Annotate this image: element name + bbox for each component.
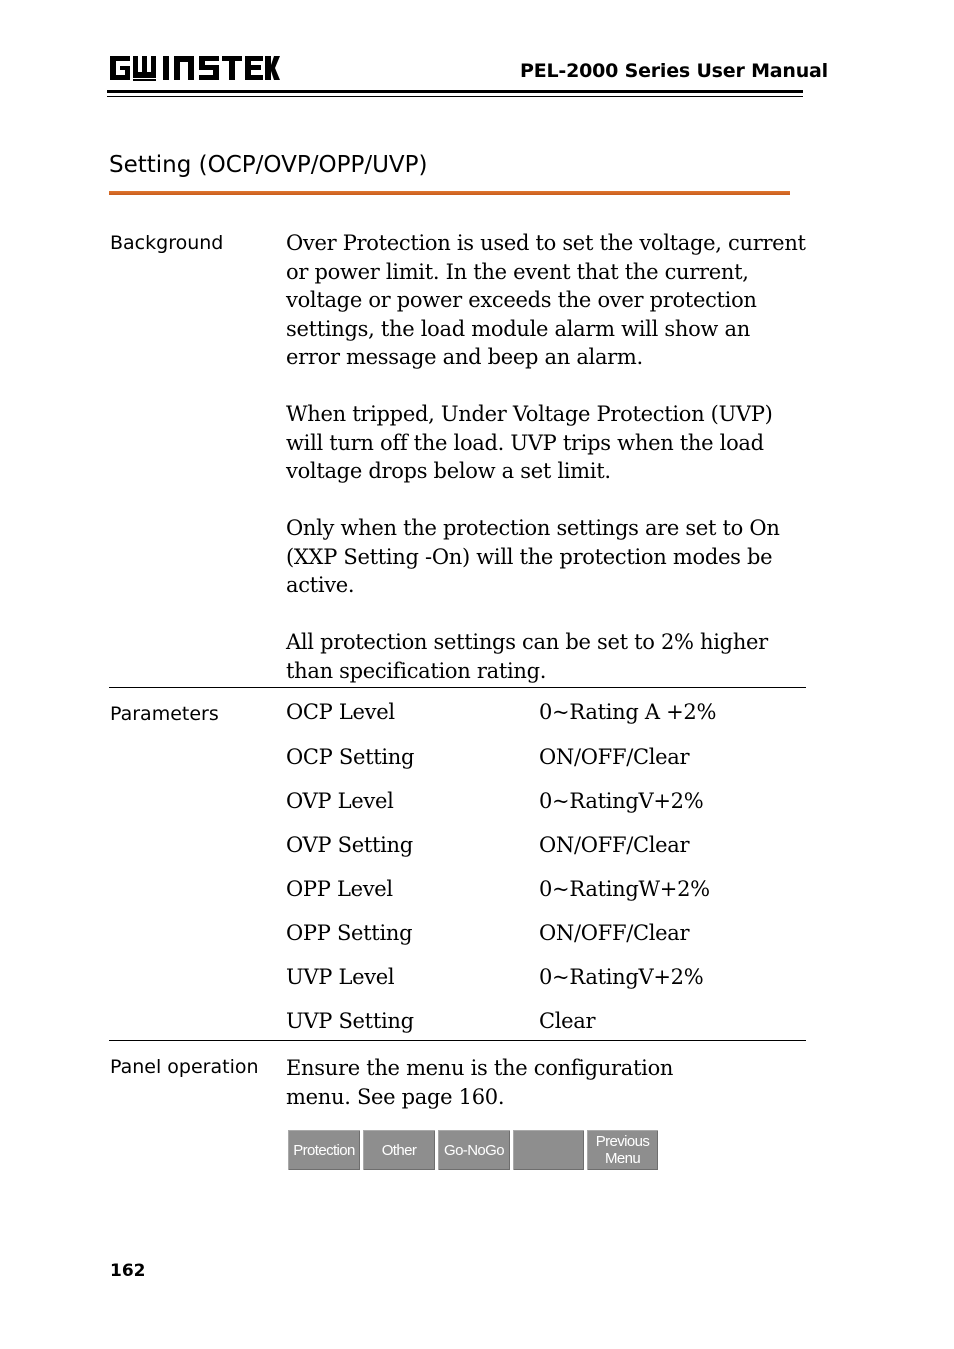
param-value: 0~Rating A +2%: [539, 700, 717, 724]
softkey-previous-menu[interactable]: Previous Menu: [587, 1130, 658, 1170]
param-row: [286, 1009, 806, 1039]
param-row: [286, 965, 806, 995]
param-value: ON/OFF/Clear: [539, 745, 690, 769]
param-name: OVP Setting: [286, 833, 413, 857]
param-row: [286, 700, 806, 730]
param-value: 0~RatingV+2%: [539, 965, 704, 989]
param-name: OCP Level: [286, 700, 395, 724]
softkey-protection[interactable]: Protection: [288, 1130, 360, 1170]
gw-instek-logo: [108, 52, 280, 84]
softkey-blank[interactable]: [513, 1130, 584, 1170]
divider: [109, 1040, 806, 1041]
background-text: [286, 229, 806, 685]
param-value: 0~RatingW+2%: [539, 877, 710, 901]
param-row: [286, 789, 806, 819]
parameters-label: Parameters: [110, 703, 219, 725]
param-row: [286, 833, 806, 863]
header-rule-thick: [107, 90, 803, 93]
panel-operation-label: Panel operation: [110, 1056, 259, 1078]
divider: [109, 687, 806, 688]
panel-operation-line: Ensure the menu is the configuration: [286, 1056, 674, 1080]
param-value: ON/OFF/Clear: [539, 921, 690, 945]
background-label: Background: [110, 232, 224, 254]
background-paragraph: Only when the protection settings are set to On (XXP Setting -On) will the protection modes be active.: [286, 516, 780, 597]
param-name: OCP Setting: [286, 745, 415, 769]
page-number: 162: [110, 1261, 146, 1281]
param-value: ON/OFF/Clear: [539, 833, 690, 857]
param-value: Clear: [539, 1009, 596, 1033]
background-paragraph: All protection settings can be set to 2% higher than specification rating.: [286, 630, 768, 683]
panel-operation-line: menu. See page 160.: [286, 1084, 505, 1109]
param-name: OPP Setting: [286, 921, 413, 945]
param-name: UVP Level: [286, 965, 395, 989]
section-accent-rule: [109, 191, 790, 195]
param-row: [286, 921, 806, 951]
param-name: OPP Level: [286, 877, 393, 901]
param-row: [286, 877, 806, 907]
section-title: Setting (OCP/OVP/OPP/UVP): [109, 152, 428, 178]
param-name: OVP Level: [286, 789, 394, 813]
background-paragraph: When tripped, Under Voltage Protection (UVP) will turn off the load. UVP trips when the load voltage drops below a set limit.: [286, 402, 773, 483]
background-paragraph: Over Protection is used to set the voltage, current or power limit. In the event that the current, voltage or power exceeds the over protection settings, the load module alarm will show an error message and beep an alarm.: [286, 231, 806, 369]
param-name: UVP Setting: [286, 1009, 414, 1033]
panel-operation-text: [286, 1054, 806, 1111]
header-rule-thin: [107, 96, 803, 97]
softkey-go-nogo[interactable]: Go-NoGo: [438, 1130, 510, 1170]
param-value: 0~RatingV+2%: [539, 789, 704, 813]
softkey-menu-bar: [288, 1130, 658, 1170]
param-row: [286, 745, 806, 775]
softkey-other[interactable]: Other: [363, 1130, 435, 1170]
manual-title: PEL-2000 Series User Manual: [520, 60, 828, 82]
